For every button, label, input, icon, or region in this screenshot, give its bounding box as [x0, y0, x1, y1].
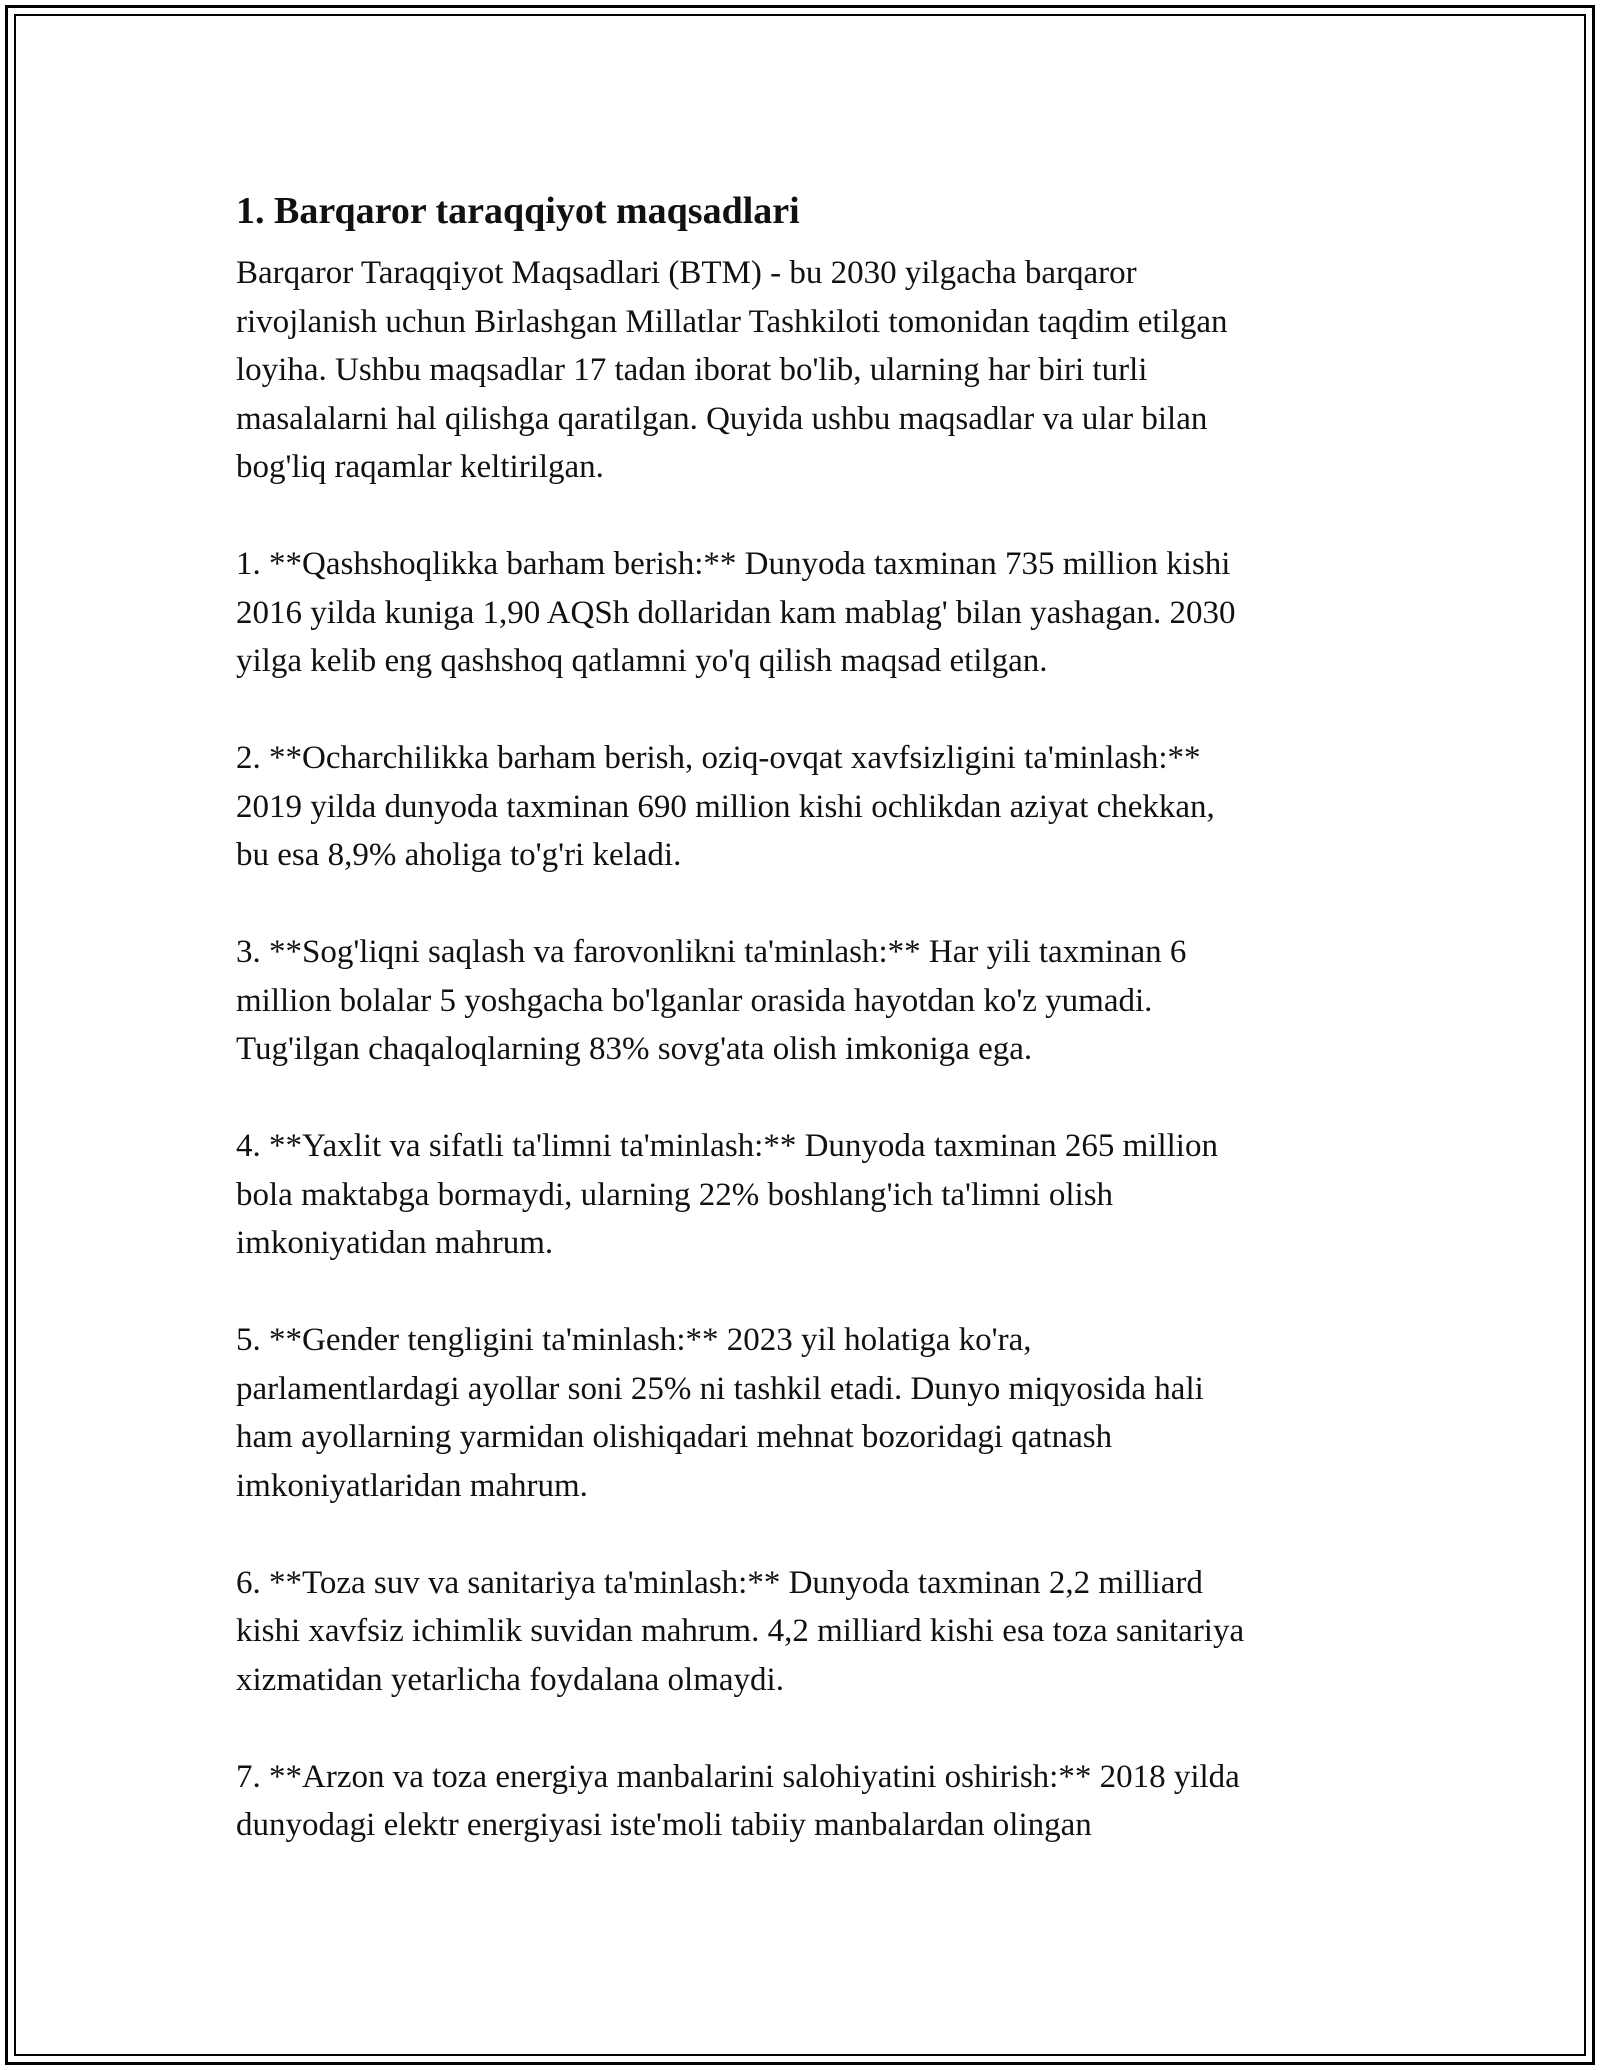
goal-7-paragraph: [236, 1753, 1366, 1850]
goal-2-paragraph: [236, 734, 1366, 880]
text-line: imkoniyatidan mahrum.: [236, 1225, 554, 1261]
intro-paragraph: [236, 249, 1366, 492]
text-line: loyiha. Ushbu maqsadlar 17 tadan iborat bo'lib, ularning har biri turli: [236, 352, 1148, 388]
goal-5-paragraph: [236, 1316, 1366, 1510]
text-line: 2. **Ocharchilikka barham berish, oziq-ovqat xavfsizligini ta'minlash:**: [236, 740, 1201, 776]
text-line: 7. **Arzon va toza energiya manbalarini salohiyatini oshirish:** 2018 yilda: [236, 1758, 1240, 1795]
text-line: parlamentlardagi ayollar soni 25% ni tashkil etadi. Dunyo miqyosida hali: [236, 1370, 1204, 1407]
document-body: [236, 185, 1366, 1898]
goal-1-paragraph: [236, 540, 1366, 686]
text-line: Tug'ilgan chaqaloqlarning 83% sovg'ata olish imkoniga ega.: [236, 1031, 1033, 1067]
goal-4-paragraph: [236, 1122, 1366, 1268]
text-line: Barqaror Taraqqiyot Maqsadlari (BTM) - bu 2030 yilgacha barqaror: [236, 255, 1137, 291]
text-line: 4. **Yaxlit va sifatli ta'limni ta'minlash:** Dunyoda taxminan 265 million: [236, 1128, 1218, 1164]
section-heading: 1. Barqaror taraqqiyot maqsadlari: [236, 190, 800, 232]
text-line: 1. **Qashshoqlikka barham berish:** Dunyoda taxminan 735 million kishi: [236, 546, 1231, 582]
text-line: dunyodagi elektr energiyasi iste'moli tabiiy manbalardan olingan: [236, 1807, 1092, 1843]
text-line: yilga kelib eng qashshoq qatlamni yo'q qilish maqsad etilgan.: [236, 643, 1048, 679]
text-line: xizmatidan yetarlicha foydalana olmaydi.: [236, 1661, 784, 1698]
text-line: 3. **Sog'liqni saqlash va farovonlikni ta'minlash:** Har yili taxminan 6: [236, 934, 1187, 970]
text-line: bola maktabga bormaydi, ularning 22% boshlang'ich ta'limni olish: [236, 1176, 1114, 1213]
text-line: kishi xavfsiz ichimlik suvidan mahrum. 4,2 milliard kishi esa toza sanitariya: [236, 1613, 1245, 1649]
text-line: 6. **Toza suv va sanitariya ta'minlash:** Dunyoda taxminan 2,2 milliard: [236, 1564, 1203, 1601]
text-line: ham ayollarning yarmidan olishiqadari mehnat bozoridagi qatnash: [236, 1419, 1113, 1455]
text-line: imkoniyatlaridan mahrum.: [236, 1467, 588, 1504]
text-line: bog'liq raqamlar keltirilgan.: [236, 449, 604, 485]
text-line: bu esa 8,9% aholiga to'g'ri keladi.: [236, 837, 682, 873]
text-line: rivojlanish uchun Birlashgan Millatlar Tashkiloti tomonidan taqdim etilgan: [236, 303, 1228, 340]
text-line: 5. **Gender tengligini ta'minlash:** 2023 yil holatiga ko'ra,: [236, 1322, 1032, 1358]
text-line: masalalarni hal qilishga qaratilgan. Quyida ushbu maqsadlar va ular bilan: [236, 400, 1208, 437]
goal-3-paragraph: [236, 928, 1366, 1074]
goal-6-paragraph: [236, 1559, 1366, 1705]
text-line: 2019 yilda dunyoda taxminan 690 million kishi ochlikdan aziyat chekkan,: [236, 788, 1215, 825]
text-line: 2016 yilda kuniga 1,90 AQSh dollaridan kam mablag' bilan yashagan. 2030: [236, 594, 1236, 631]
text-line: million bolalar 5 yoshgacha bo'lganlar orasida hayotdan ko'z yumadi.: [236, 982, 1153, 1019]
